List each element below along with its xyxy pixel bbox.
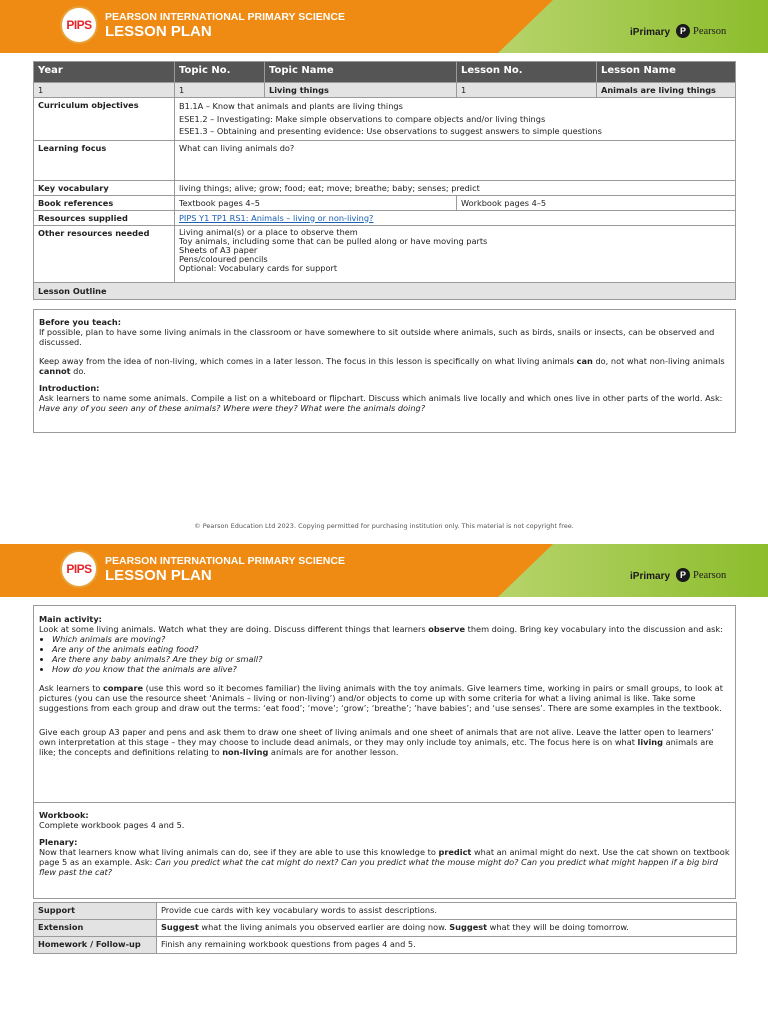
pips-logo: PIPS [60,550,98,588]
focus-row [34,140,736,180]
pearson-wordmark: Pearson [693,569,727,581]
curriculum-line: B1.1A – Know that animals and plants are living things [179,101,403,111]
extension-label: Extension [34,920,157,937]
resources-row [34,210,736,225]
resource-sheet-link[interactable]: PIPS Y1 TP1 RS1: Animals – living or non-living? [179,212,374,223]
homework-text: Finish any remaining workbook questions from pages 4 and 5. [157,937,737,954]
extension-text: Suggest what the living animals you observed earlier are doing now. Suggest what they will be doing tomorrow. [157,920,737,937]
resources-label: Resources supplied [34,210,175,225]
pearson-wordmark: Pearson [693,25,727,37]
introduction-text: Ask learners to name some animals. Compile a list on a whiteboard or flipchart. Discuss which animals live locally and which ones live in other parts of the world. Ask: Have any of you seen any of these animals? Where were they? What were the animals doing? [39,393,723,413]
lesson-outline-body [33,309,736,433]
value-lesson-name: Animals are living things [597,83,736,98]
pearson-p-icon: P [676,568,690,582]
table-header-row [34,62,736,83]
workbook-plenary-box [33,802,736,899]
plenary-heading: Plenary: [39,837,78,847]
resource-item: Toy animals, including some that can be pulled along or have moving parts [179,235,488,246]
books-row [34,195,736,210]
before-teach-heading: Before you teach: [39,317,122,327]
workbook-text: Complete workbook pages 4 and 5. [39,820,185,830]
plenary-text: Now that learners know what living animals can do, see if they are able to use this knowledge to predict what an animal might do next. Use the cat shown on textbook page 5 as an example. Ask: Can you predict what the cat might do next? Can you predict what the mouse might do? Can you predict what might happen if a big bird flew past the cat? [39,847,730,877]
question-list [39,634,730,674]
brand-title [105,11,345,40]
brand-line-2: LESSON PLAN [105,567,212,584]
main-activity-heading: Main activity: [39,614,102,624]
vocab-row [34,180,736,195]
support-row [34,903,737,920]
curriculum-line: ESE1.2 – Investigating: Make simple observations to compare objects and/or living things [179,113,546,124]
list-item: • Which animals are moving? [52,634,730,644]
other-resources-row [34,225,736,282]
brand-line-2: LESSON PLAN [105,23,212,40]
brand-title [105,555,345,584]
workbook-heading: Workbook: [39,810,89,820]
table-values-row [34,83,736,98]
pearson-logo [676,24,726,38]
pearson-p-icon: P [676,24,690,38]
resource-item: Sheets of A3 paper [179,244,258,255]
keep-away-text: Keep away from the idea of non-living, which comes in a later lesson. The focus in this lesson is specifically on what living animals can do, not what non-living animals cannot do. [39,356,725,376]
pearson-logo [676,568,726,582]
header-topic-name: Topic Name [265,62,457,83]
support-text: Provide cue cards with key vocabulary words to assist descriptions. [157,903,737,920]
lesson-outline-heading: Lesson Outline [34,282,736,299]
focus-label: Learning focus [34,140,175,180]
value-topic-no: 1 [175,83,265,98]
drawing-task-text: Give each group A3 paper and pens and ask them to draw one sheet of living animals and one sheet of animals that are not alive. Leave the latter open to learners’ own interpretation at this stage – they may choose to include dead animals, or they may only include toy animals, etc. The focus here is on what living animals are like; the concepts and definitions relating to non-living animals are for another lesson. [39,727,714,757]
vocab-value: living things; alive; grow; food; eat; move; breathe; baby; senses; predict [175,180,736,195]
introduction-heading: Introduction: [39,383,100,393]
main-activity-box [33,605,736,803]
outline-row [34,282,736,299]
page-2 [0,544,768,949]
support-label: Support [34,903,157,920]
resource-item: Optional: Vocabulary cards for support [179,262,338,273]
brand-line-1: PEARSON INTERNATIONAL PRIMARY SCIENCE [105,11,345,23]
iprimary-logo: iPrimary [630,571,671,582]
value-lesson-no: 1 [457,83,597,98]
curriculum-label: Curriculum objectives [34,98,175,141]
header-year: Year [34,62,175,83]
resource-item: Pens/coloured pencils [179,253,268,264]
support-table [33,902,737,954]
header-lesson-no: Lesson No. [457,62,597,83]
textbook-ref: Textbook pages 4–5 [175,195,457,210]
lesson-info-table [33,61,736,300]
workbook-ref: Workbook pages 4–5 [457,195,736,210]
list-item: • Are any of the animals eating food? [52,644,730,654]
homework-row [34,937,737,954]
header-topic-no: Topic No. [175,62,265,83]
curriculum-row [34,98,736,141]
header-lesson-name: Lesson Name [597,62,736,83]
curriculum-line: ESE1.3 – Obtaining and presenting evidence: Use observations to suggest answers to simple questions [179,126,602,136]
focus-value: What can living animals do? [175,140,736,180]
value-year: 1 [34,83,175,98]
curriculum-value [175,98,736,141]
header-banner [0,544,768,597]
main-activity-text: Look at some living animals. Watch what they are doing. Discuss different things that learners observe them doing. Bring key vocabulary into the discussion and ask: [39,624,723,634]
compare-text: Ask learners to compare (use this word so it becomes familiar) the living animals with the toy animals. Give learners time, working in pairs or small groups, to look at pictures (you can use the resource sheet ‘Animals – living or non-living’) and/or objects to come up with some criteria for what a living animal is like. Take some suggestions from each group and draw out the terms: ‘eat food’; ‘move’; ‘grow’; ‘breathe’; ‘have babies’; and ‘use senses’. There are some examples in the textbook. [39,683,723,713]
before-teach-text: If possible, plan to have some living animals in the classroom or have somewhere to sit outside where animals, such as birds, snails or insects, can be observed and discussed. [39,327,715,347]
resources-value [175,210,736,225]
extension-row [34,920,737,937]
other-resources-label: Other resources needed [34,225,175,282]
resource-item: Living animal(s) or a place to observe them [179,226,358,237]
vocab-label: Key vocabulary [34,180,175,195]
iprimary-logo: iPrimary [630,27,671,38]
pips-logo: PIPS [60,6,98,44]
list-item: • How do you know that the animals are alive? [52,664,730,674]
header-banner [0,0,768,53]
value-topic-name: Living things [265,83,457,98]
other-resources-value [175,225,736,282]
homework-label: Homework / Follow-up [34,937,157,954]
brand-line-1: PEARSON INTERNATIONAL PRIMARY SCIENCE [105,555,345,567]
books-label: Book references [34,195,175,210]
list-item: • Are there any baby animals? Are they big or small? [52,654,730,664]
copyright-footer: © Pearson Education Ltd 2023. Copying permitted for purchasing institution only. This material is not copyright free. [194,522,574,530]
